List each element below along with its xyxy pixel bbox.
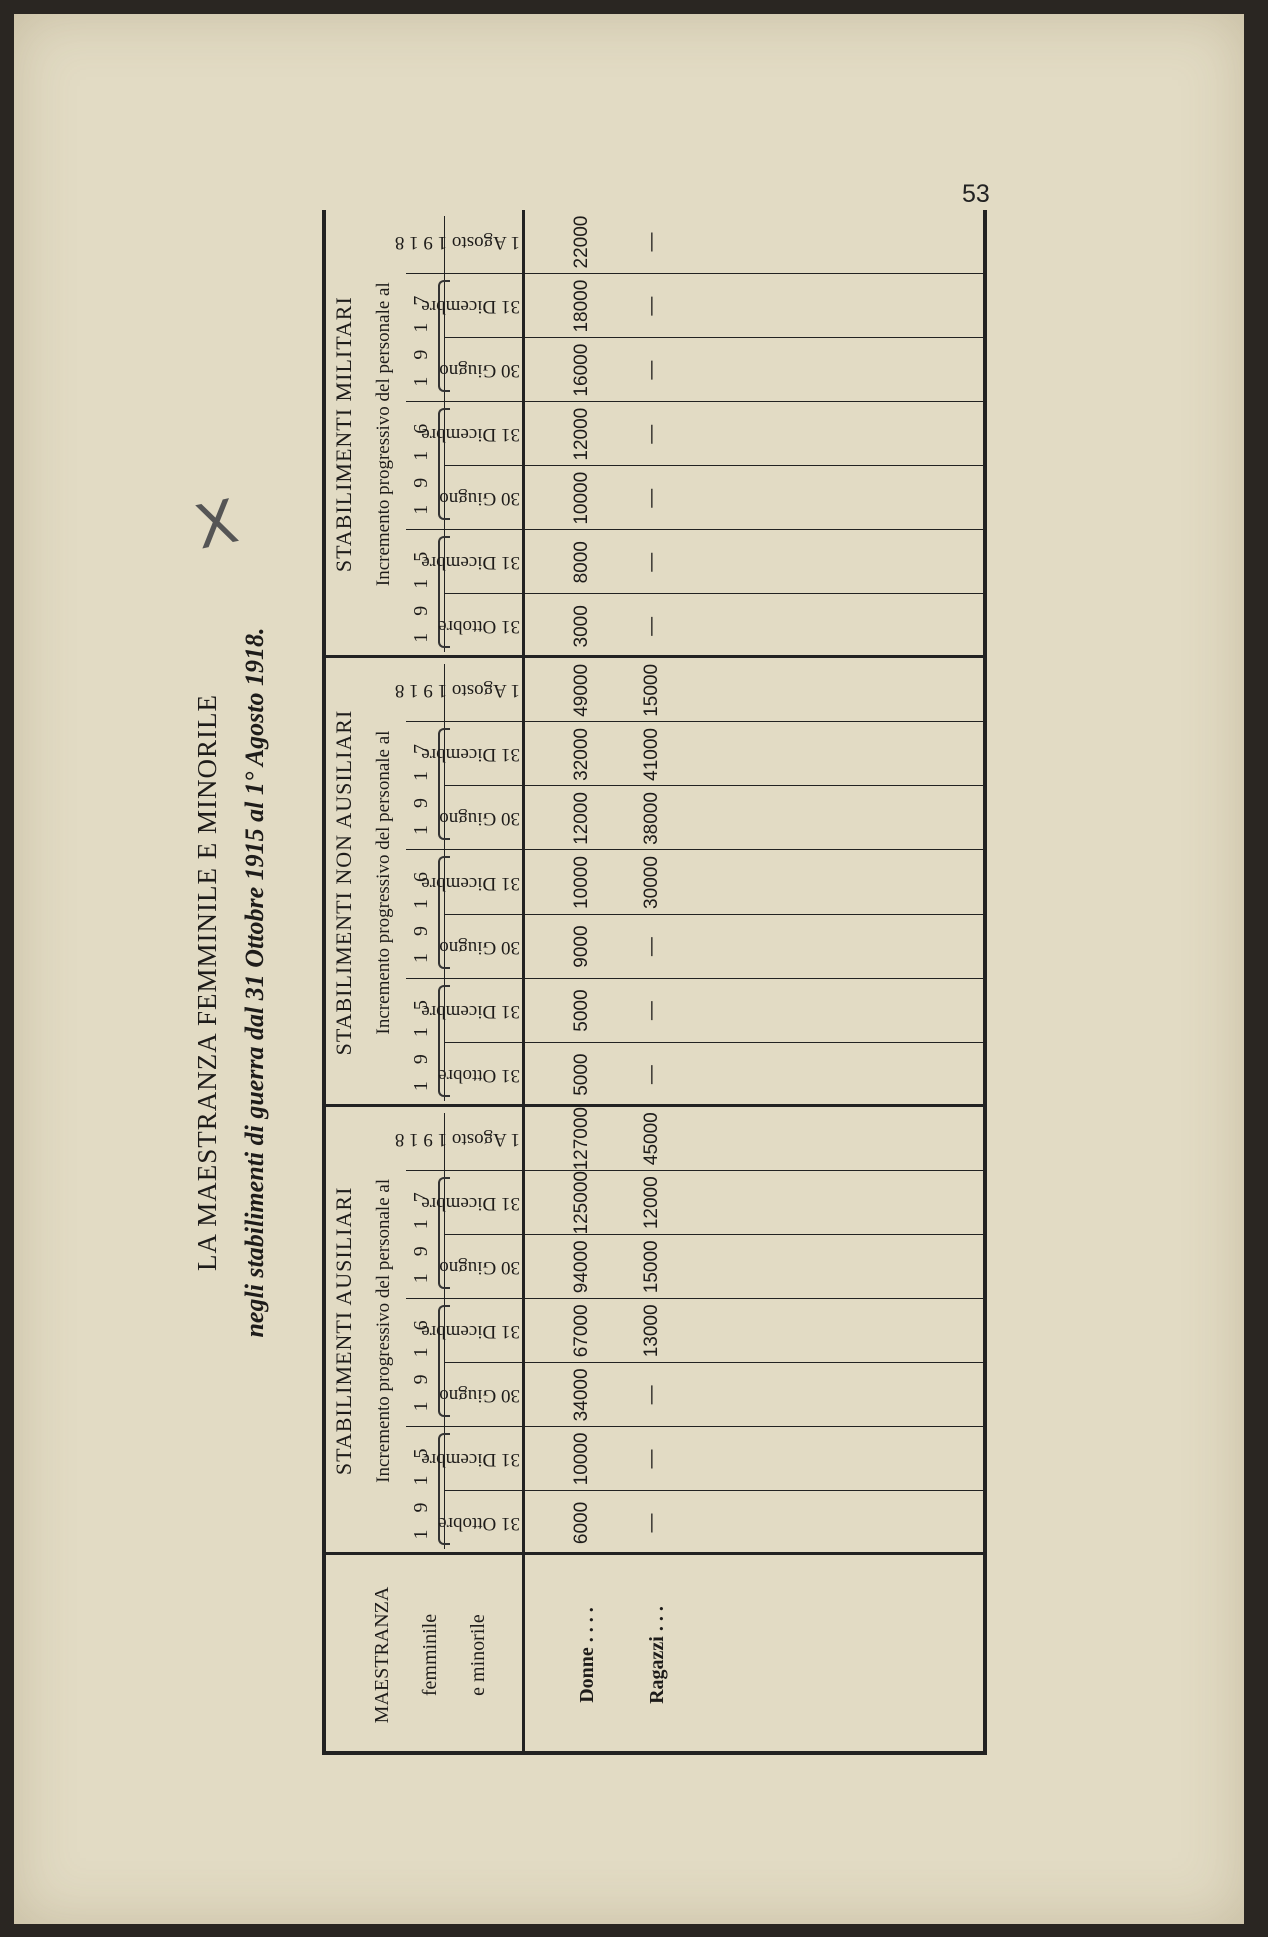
- header-bottom-rule: [522, 210, 525, 1755]
- table-cell-donne: 12000: [571, 407, 592, 461]
- table-subtitle: negli stabilimenti di guerra dal 31 Ottobre 1915 al 1° Agosto 1918.: [240, 627, 269, 1338]
- date-header: 31 Dicembre: [421, 1192, 520, 1214]
- column-rule: [444, 785, 987, 786]
- table-cell-donne: 10000: [571, 471, 592, 525]
- table-cell-ragazzi: 15000: [641, 1240, 662, 1294]
- table-cell-ragazzi: 38000: [641, 792, 662, 845]
- row-label-ragazzi: Ragazzi . . .: [646, 1606, 668, 1704]
- year-label: 1 9 1 6: [410, 1314, 432, 1412]
- column-rule: [444, 1042, 987, 1043]
- table-cell-ragazzi: —: [641, 937, 662, 957]
- data-table: [322, 210, 987, 1755]
- column-rule: [444, 465, 987, 466]
- year-label: 1 9 1 6: [410, 866, 432, 964]
- table-cell-donne: 18000: [571, 279, 592, 333]
- date-header: 31 Ottobre: [438, 1513, 520, 1534]
- date-header: 30 Giugno: [439, 808, 520, 830]
- table-cell-ragazzi: —: [641, 424, 662, 444]
- table-cell-ragazzi: —: [641, 488, 662, 508]
- column-rule: [444, 1490, 987, 1491]
- table-bottom-border: [983, 210, 987, 1755]
- date-header: 31 Dicembre: [421, 296, 520, 318]
- table-cell-donne: 67000: [571, 1304, 592, 1358]
- year-label: 1 9 1 7: [410, 737, 432, 835]
- table-cell-donne: 9000: [571, 925, 592, 968]
- row-label-donne: Donne . . . .: [576, 1607, 598, 1703]
- table-cell-donne: 22000: [571, 215, 592, 269]
- date-header: 30 Giugno: [439, 1384, 520, 1406]
- increment-label: Incremento progressivo del personale al: [373, 730, 394, 1035]
- table-cell-donne: 3000: [571, 605, 592, 648]
- year-label: 1 9 1 5: [410, 545, 432, 643]
- table-cell-ragazzi: —: [641, 1449, 662, 1469]
- increment-label: Incremento progressivo del personale al: [373, 282, 394, 587]
- table-cell-donne: 5000: [571, 1053, 592, 1096]
- date-header: 1 Agosto 1 9 1 8: [394, 232, 520, 254]
- corner-label: femminile: [419, 1613, 441, 1697]
- date-header: 31 Dicembre: [421, 872, 520, 894]
- date-header: 31 Dicembre: [421, 1448, 520, 1470]
- table-cell-donne: 34000: [571, 1368, 592, 1422]
- corner-label: MAESTRANZA: [371, 1586, 393, 1724]
- column-rule: [444, 1362, 987, 1363]
- table-cell-donne: 127000: [571, 1107, 592, 1171]
- date-header: 31 Ottobre: [438, 1064, 520, 1086]
- table-left-border: [322, 1751, 987, 1755]
- date-header: 30 Giugno: [439, 1256, 520, 1278]
- date-header: 31 Dicembre: [421, 1000, 520, 1022]
- group-title: STABILIMENTI AUSILIARI: [331, 1186, 356, 1476]
- table-title: LA MAESTRANZA FEMMINILE E MINORILE: [192, 694, 222, 1271]
- table-cell-ragazzi: —: [641, 296, 662, 316]
- date-header: 1 Agosto 1 9 1 8: [394, 680, 520, 702]
- table-cell-donne: 16000: [571, 343, 592, 397]
- table-cell-ragazzi: —: [641, 1001, 662, 1021]
- year-label: 1 9 1 7: [410, 289, 432, 387]
- table-cell-ragazzi: —: [641, 1065, 662, 1085]
- table-cell-donne: 8000: [571, 541, 592, 584]
- date-header: 30 Giugno: [439, 488, 520, 510]
- table-cell-donne: 5000: [571, 989, 592, 1032]
- table-cell-ragazzi: 30000: [641, 856, 662, 909]
- table-cell-donne: 6000: [571, 1501, 592, 1545]
- year-label: 1 9 1 6: [410, 417, 432, 515]
- corner-label: e minorile: [467, 1614, 489, 1696]
- table-cell-ragazzi: 12000: [641, 1176, 662, 1230]
- table-cell-ragazzi: —: [641, 1385, 662, 1405]
- table-cell-ragazzi: —: [641, 360, 662, 380]
- table-cell-donne: 94000: [571, 1240, 592, 1294]
- date-header: 30 Giugno: [439, 360, 520, 382]
- date-header: 31 Dicembre: [421, 552, 520, 574]
- year-label: 1 9 1 7: [410, 1186, 432, 1284]
- rotated-table-sheet: [180, 210, 1000, 1755]
- date-header: 1 Agosto 1 9 1 8: [394, 1128, 520, 1150]
- table-cell-donne: 10000: [571, 1432, 592, 1486]
- group-title: STABILIMENTI MILITARI: [331, 296, 356, 573]
- date-header: 31 Dicembre: [421, 1320, 520, 1342]
- date-header: 30 Giugno: [439, 936, 520, 958]
- table-cell-ragazzi: 13000: [641, 1304, 662, 1358]
- year-label: 1 9 1 5: [410, 994, 432, 1092]
- table-cell-ragazzi: —: [641, 232, 662, 252]
- table-cell-ragazzi: —: [641, 1513, 662, 1533]
- table-cell-ragazzi: 41000: [641, 728, 662, 781]
- date-header: 31 Dicembre: [421, 744, 520, 766]
- column-rule: [444, 1234, 987, 1235]
- page-number: 53: [962, 180, 990, 208]
- table-cell-donne: 12000: [571, 792, 592, 845]
- handwritten-x-mark: X: [189, 486, 244, 564]
- increment-label: Incremento progressivo del personale al: [373, 1178, 394, 1483]
- table-cell-ragazzi: 15000: [641, 663, 662, 717]
- group-title: STABILIMENTI NON AUSILIARI: [331, 709, 356, 1056]
- date-header: 31 Dicembre: [421, 424, 520, 446]
- column-rule: [444, 914, 987, 915]
- table-cell-ragazzi: —: [641, 552, 662, 572]
- table-cell-donne: 49000: [571, 663, 592, 717]
- table-cell-donne: 125000: [571, 1171, 592, 1235]
- column-rule: [444, 337, 987, 338]
- column-rule: [444, 593, 987, 594]
- year-label: 1 9 1 5: [410, 1442, 432, 1540]
- table-cell-ragazzi: —: [641, 616, 662, 636]
- table-cell-donne: 32000: [571, 728, 592, 781]
- table-cell-donne: 10000: [571, 856, 592, 909]
- date-header: 31 Ottobre: [438, 616, 520, 638]
- table-cell-ragazzi: 45000: [641, 1112, 662, 1166]
